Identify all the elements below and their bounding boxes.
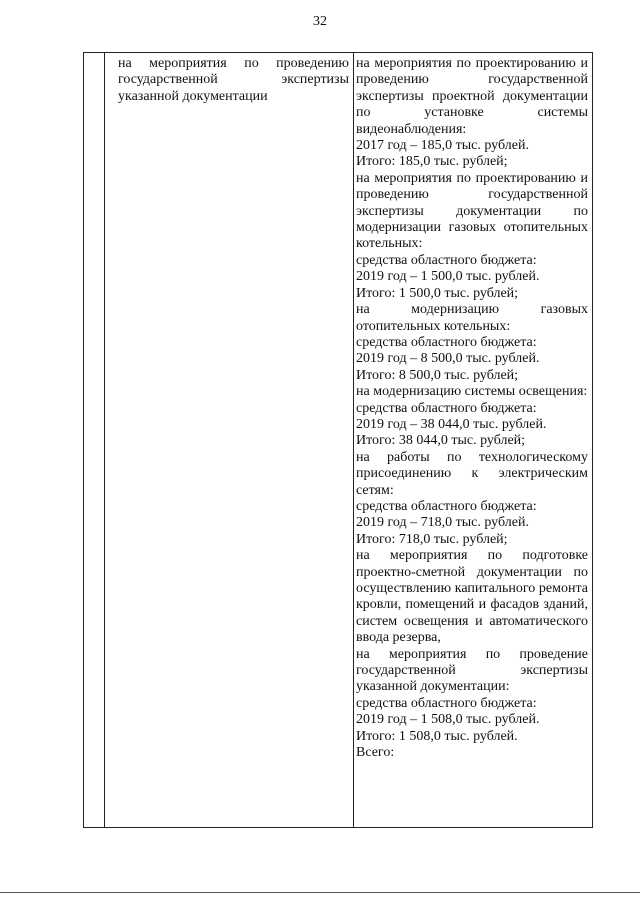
document-table — [83, 52, 593, 828]
cell-paragraph: 2019 год – 718,0 тыс. рублей. — [356, 515, 529, 531]
cell-paragraph: Итого: 1 500,0 тыс. рублей; — [356, 285, 519, 301]
cell-paragraph: средства областного бюджета: — [356, 334, 537, 350]
cell-paragraph: средства областного бюджета: — [356, 498, 537, 514]
cell-paragraph: Итого: 38 044,0 тыс. рублей; — [356, 433, 526, 449]
cell-paragraph: на мероприятия по проведение государственной экспертизы указанной документации: — [356, 646, 588, 695]
cell-paragraph: на модернизацию газовых отопительных котельных: — [356, 302, 588, 334]
page-bottom-rule — [0, 892, 640, 893]
table-cell-middle — [105, 53, 354, 827]
cell-paragraph: 2017 год – 185,0 тыс. рублей. — [356, 138, 529, 154]
cell-paragraph: на мероприятия по подготовке проектно-сметной документации по осуществлению капитального ремонта кровли, помещений и фасадов зданий, систем освещения и автоматического ввода резерва, — [356, 548, 588, 646]
cell-paragraph: Итого: 718,0 тыс. рублей; — [356, 531, 508, 547]
cell-paragraph: Итого: 185,0 тыс. рублей; — [356, 154, 508, 170]
cell-paragraph: Итого: 8 500,0 тыс. рублей; — [356, 367, 519, 383]
cell-paragraph: средства областного бюджета: — [356, 400, 537, 416]
page-number: 32 — [313, 14, 327, 29]
table-cell-right — [354, 53, 592, 827]
cell-paragraph: 2019 год – 1 508,0 тыс. рублей. — [356, 712, 540, 728]
cell-paragraph: на модернизацию системы освещения: — [356, 384, 588, 400]
cell-paragraph: на мероприятия по проектированию и проведению государственной экспертизы проектной документации по установке системы видеонаблюдения: — [356, 56, 588, 137]
cell-paragraph: 2019 год – 1 500,0 тыс. рублей. — [356, 269, 540, 285]
table-cell-empty — [84, 53, 105, 827]
cell-paragraph: Всего: — [356, 745, 395, 761]
cell-paragraph: средства областного бюджета: — [356, 695, 537, 711]
cell-paragraph: на работы по технологическому присоединению к электрическим сетям: — [356, 449, 588, 498]
cell-paragraph: Итого: 1 508,0 тыс. рублей. — [356, 728, 518, 744]
cell-paragraph: на мероприятия по проведению государственной экспертизы указанной документации — [118, 56, 349, 104]
cell-paragraph: средства областного бюджета: — [356, 252, 537, 268]
cell-paragraph: 2019 год – 8 500,0 тыс. рублей. — [356, 351, 540, 367]
cell-paragraph: 2019 год – 38 044,0 тыс. рублей. — [356, 416, 547, 432]
cell-paragraph: на мероприятия по проектированию и проведению государственной экспертизы документации по модернизации газовых отопительных котельных: — [356, 170, 588, 252]
